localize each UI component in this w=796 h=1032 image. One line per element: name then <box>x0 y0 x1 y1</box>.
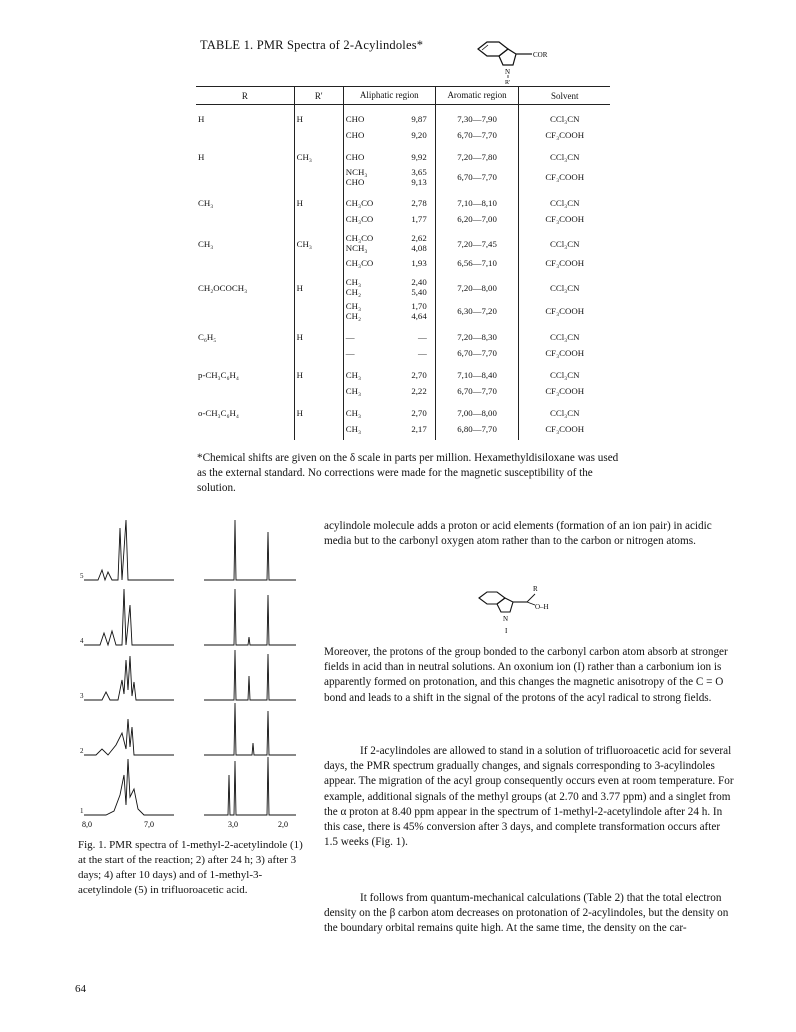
cell-aromatic: 6,56—7,10 <box>435 255 519 271</box>
table-row <box>196 323 610 345</box>
cell-aliphatic-group <box>343 165 401 189</box>
cell-solvent: CCl₃CN <box>519 271 610 299</box>
table-row <box>196 421 610 440</box>
cell-r <box>196 383 294 399</box>
table-row <box>196 143 610 165</box>
aliphatic-group: CH₃CO <box>345 233 374 243</box>
cell-r: H <box>198 152 205 162</box>
oxonium-ion-structure <box>475 580 565 638</box>
axis-tick-label: 8,0 <box>82 820 92 829</box>
cell-solvent: CF₃COOH <box>519 255 610 271</box>
aliphatic-shift: 5,40 <box>411 287 427 297</box>
table-row <box>196 345 610 361</box>
cell-aliphatic-group <box>343 271 401 299</box>
cell-r-prime: H <box>294 105 343 128</box>
pmr-spectra-figure <box>78 515 300 833</box>
table-title: TABLE 1. PMR Spectra of 2-Acylindoles* <box>200 38 424 52</box>
cell-r-prime: H <box>294 361 343 383</box>
cell-aromatic: 6,20—7,00 <box>435 211 519 227</box>
cell-r-prime <box>294 127 343 143</box>
trace-label: 1 <box>80 807 84 815</box>
cell-solvent: CF₃COOH <box>519 345 610 361</box>
table-row <box>196 189 610 211</box>
table-row <box>196 399 610 421</box>
aliphatic-group: CH₃ <box>345 277 362 287</box>
cell-aliphatic-shift <box>401 165 435 189</box>
structure-n-label: N <box>505 68 511 76</box>
cell-r-prime: H <box>294 189 343 211</box>
cell-aliphatic-shift <box>401 323 435 345</box>
aliphatic-group: CH₃CO <box>345 214 374 224</box>
aliphatic-group: — <box>345 332 355 342</box>
cell-r-prime <box>294 255 343 271</box>
cell-aliphatic-group <box>343 127 401 143</box>
table-footnote: *Chemical shifts are given on the δ scale in parts per million. Hexamethyldisiloxane was used as the external standard. No corrections were made for the magnetic susceptibility of the solution. <box>197 452 619 494</box>
structure-cor-label: COR <box>533 51 548 59</box>
cell-aliphatic-group <box>343 421 401 440</box>
axis-tick-label: 2,0 <box>278 820 288 829</box>
table-header-row <box>196 87 610 105</box>
aliphatic-group: CHO <box>345 114 365 124</box>
table-row <box>196 227 610 255</box>
cell-aromatic: 7,20—8,30 <box>435 323 519 345</box>
cell-r-prime: H <box>294 399 343 421</box>
cell-aliphatic-group <box>343 211 401 227</box>
spectrum-trace <box>84 759 174 815</box>
aliphatic-shift: 2,70 <box>411 370 427 380</box>
paragraph-quantum: It follows from quantum-mechanical calculations (Table 2) that the total electron density on the β carbon atom decreases on protonation of 2-acylindoles, but the density on the boundary orbital remains quite high. At the same time, the density on the car- <box>324 892 729 935</box>
acylindole-structure <box>470 27 580 85</box>
cell-r-prime <box>294 165 343 189</box>
ion-oh-label: O–H <box>535 603 549 611</box>
table-row <box>196 299 610 323</box>
spectrum-trace <box>204 703 296 755</box>
cell-aliphatic-shift <box>401 271 435 299</box>
aliphatic-shift: 9,13 <box>411 177 427 187</box>
cell-aromatic: 6,70—7,70 <box>435 165 519 189</box>
table-row <box>196 165 610 189</box>
structure-r-label: R' <box>505 80 511 85</box>
cell-aliphatic-group <box>343 383 401 399</box>
aliphatic-group: NCH₃ <box>345 167 368 177</box>
cell-aliphatic-group <box>343 323 401 345</box>
cell-r: CH₂OCOCH₃ <box>198 283 248 293</box>
spectrum-trace <box>84 656 174 700</box>
figure-caption: Fig. 1. PMR spectra of 1-methyl-2-acetylindole (1) at the start of the reaction; 2) after 24 h; 3) after 3 days; 4) after 10 days) and of 1-methyl-3-acetylindole (5) in trifluoroacetic acid. <box>78 839 303 896</box>
cell-aliphatic-shift <box>401 127 435 143</box>
table-row <box>196 211 610 227</box>
cell-solvent: CCl₃CN <box>519 399 610 421</box>
cell-r: H <box>198 114 205 124</box>
cell-aliphatic-group <box>343 143 401 165</box>
aliphatic-shift: 9,87 <box>411 114 427 124</box>
cell-r <box>196 255 294 271</box>
paragraph-migration: If 2-acylindoles are allowed to stand in a solution of trifluoroacetic acid for several days, the PMR spectrum gradually changes, and signals corresponding to 3-acylindoles appear. The migration of the acyl group consequently occurs even at room temperature. For example, additional signals of the methyl groups (at 2.70 and 3.77 ppm) and a singlet from the α proton at 8.40 ppm appear in the spectrum of 1-methyl-2-acetylindole after 24 h. In this case, there is 45% conversion after 3 days, and complete transformation occurs after 1.5 weeks (Fig. 1). <box>324 745 734 849</box>
cell-solvent: CF₃COOH <box>519 383 610 399</box>
aliphatic-group: CH₂ <box>345 311 362 321</box>
aliphatic-shift: 2,40 <box>411 277 427 287</box>
cell-aliphatic-shift <box>401 399 435 421</box>
cell-aromatic: 6,30—7,20 <box>435 299 519 323</box>
aliphatic-shift: 2,62 <box>411 233 427 243</box>
aliphatic-shift: 1,70 <box>411 301 427 311</box>
page-number: 64 <box>75 983 86 995</box>
cell-r <box>196 211 294 227</box>
ion-roman-label: I <box>505 627 508 635</box>
cell-r <box>196 165 294 189</box>
aliphatic-shift: — <box>417 332 427 342</box>
cell-aliphatic-group <box>343 105 401 128</box>
header-aliphatic: Aliphatic region <box>343 87 435 105</box>
spectrum-trace <box>84 520 174 580</box>
cell-r-prime <box>294 383 343 399</box>
cell-aromatic: 7,30—7,90 <box>435 105 519 128</box>
spectrum-trace <box>84 719 174 755</box>
trace-label: 4 <box>80 637 84 645</box>
aliphatic-shift: 4,64 <box>411 311 427 321</box>
cell-solvent: CF₃COOH <box>519 127 610 143</box>
aliphatic-shift: 2,22 <box>411 386 427 396</box>
cell-aliphatic-group <box>343 255 401 271</box>
cell-r <box>196 299 294 323</box>
cell-solvent: CF₃COOH <box>519 211 610 227</box>
aliphatic-group: CH₂ <box>345 287 362 297</box>
table-row <box>196 271 610 299</box>
spectrum-trace <box>204 757 296 815</box>
cell-r <box>196 345 294 361</box>
aliphatic-group: CH₃CO <box>345 258 374 268</box>
cell-aliphatic-shift <box>401 211 435 227</box>
cell-r-prime: CH₃ <box>294 143 343 165</box>
table-body <box>196 105 610 441</box>
table-row <box>196 383 610 399</box>
cell-aliphatic-group <box>343 227 401 255</box>
header-solvent: Solvent <box>519 87 610 105</box>
cell-solvent: CCl₃CN <box>519 323 610 345</box>
aliphatic-shift: 4,08 <box>411 243 427 253</box>
cell-r: CH₃ <box>198 198 214 208</box>
spectrum-trace <box>84 589 174 645</box>
cell-aromatic: 6,70—7,70 <box>435 383 519 399</box>
cell-solvent: CCl₃CN <box>519 361 610 383</box>
cell-r: C₆H₅ <box>198 332 217 342</box>
trace-label: 5 <box>80 572 84 580</box>
cell-r-prime <box>294 345 343 361</box>
header-r-prime: R' <box>294 87 343 105</box>
cell-r: CH₃ <box>198 239 214 249</box>
cell-aliphatic-group <box>343 345 401 361</box>
cell-aliphatic-shift <box>401 143 435 165</box>
cell-aliphatic-group <box>343 189 401 211</box>
trace-label: 2 <box>80 747 84 755</box>
aliphatic-shift: 1,93 <box>411 258 427 268</box>
cell-aromatic: 7,20—7,45 <box>435 227 519 255</box>
cell-aliphatic-group <box>343 361 401 383</box>
aliphatic-group: CHO <box>345 130 365 140</box>
table-row <box>196 255 610 271</box>
cell-r-prime: CH₃ <box>294 227 343 255</box>
ion-n-label: N <box>503 615 509 623</box>
cell-aliphatic-shift <box>401 105 435 128</box>
table-row <box>196 361 610 383</box>
aliphatic-shift: 2,70 <box>411 408 427 418</box>
cell-aliphatic-shift <box>401 345 435 361</box>
cell-aliphatic-group <box>343 399 401 421</box>
aliphatic-shift: — <box>417 348 427 358</box>
cell-r <box>196 421 294 440</box>
aliphatic-group: CH₃CO <box>345 198 374 208</box>
cell-solvent: CCl₃CN <box>519 143 610 165</box>
spectrum-trace <box>204 520 296 580</box>
aliphatic-shift: 2,78 <box>411 198 427 208</box>
pmr-table <box>196 86 610 440</box>
paragraph-oxonium: Moreover, the protons of the group bonded to the carbonyl carbon atom absorb at stronger fields in acid than in neutral solutions. An oxonium ion (I) rather than a carbonium ion is apparently formed on protonation, and this changes the magnetic anisotropy of the C = O bond and leads to a shift in the signal of the protons of the acyl radical to strong fields. <box>324 646 728 704</box>
header-aromatic: Aromatic region <box>435 87 519 105</box>
cell-solvent: CF₃COOH <box>519 299 610 323</box>
ion-r-label: R <box>533 585 538 593</box>
aliphatic-group: CH₃ <box>345 301 362 311</box>
axis-tick-label: 7,0 <box>144 820 154 829</box>
cell-aromatic: 7,10—8,10 <box>435 189 519 211</box>
aliphatic-group: — <box>345 348 355 358</box>
aliphatic-shift: 1,77 <box>411 214 427 224</box>
cell-aromatic: 7,00—8,00 <box>435 399 519 421</box>
aliphatic-group: CH₃ <box>345 386 362 396</box>
aliphatic-group: CH₃ <box>345 424 362 434</box>
cell-solvent: CCl₃CN <box>519 227 610 255</box>
aliphatic-shift: 3,65 <box>411 167 427 177</box>
cell-aliphatic-shift <box>401 227 435 255</box>
cell-aliphatic-shift <box>401 361 435 383</box>
cell-r-prime <box>294 211 343 227</box>
spectrum-trace <box>204 650 296 700</box>
cell-aliphatic-shift <box>401 255 435 271</box>
cell-aromatic: 7,20—8,00 <box>435 271 519 299</box>
cell-aliphatic-group <box>343 299 401 323</box>
table-row <box>196 127 610 143</box>
cell-r-prime <box>294 299 343 323</box>
cell-solvent: CF₃COOH <box>519 421 610 440</box>
aliphatic-group: CH₃ <box>345 370 362 380</box>
header-r: R <box>196 87 294 105</box>
cell-r-prime: H <box>294 271 343 299</box>
cell-aliphatic-shift <box>401 383 435 399</box>
cell-aromatic: 7,10—8,40 <box>435 361 519 383</box>
axis-tick-label: 3,0 <box>228 820 238 829</box>
cell-r-prime: H <box>294 323 343 345</box>
table-row <box>196 105 610 128</box>
aliphatic-group: CHO <box>345 177 365 187</box>
cell-aromatic: 7,20—7,80 <box>435 143 519 165</box>
cell-aliphatic-shift <box>401 299 435 323</box>
spectrum-trace <box>204 589 296 645</box>
aliphatic-group: NCH₃ <box>345 243 368 253</box>
cell-solvent: CCl₃CN <box>519 105 610 128</box>
cell-solvent: CCl₃CN <box>519 189 610 211</box>
cell-aliphatic-shift <box>401 421 435 440</box>
cell-solvent: CF₃COOH <box>519 165 610 189</box>
cell-aromatic: 6,70—7,70 <box>435 127 519 143</box>
paragraph-ion-pair: acylindole molecule adds a proton or acid elements (formation of an ion pair) in acidic media but to the carbonyl oxygen atom rather than to the carbon or nitrogen atoms. <box>324 520 712 548</box>
cell-r: o-CH₃C₆H₄ <box>198 408 239 418</box>
aliphatic-shift: 2,17 <box>411 424 427 434</box>
cell-r: p-CH₃C₆H₄ <box>198 370 239 380</box>
aliphatic-shift: 9,20 <box>411 130 427 140</box>
cell-r-prime <box>294 421 343 440</box>
aliphatic-shift: 9,92 <box>411 152 427 162</box>
aliphatic-group: CH₃ <box>345 408 362 418</box>
trace-label: 3 <box>80 692 84 700</box>
cell-aromatic: 6,80—7,70 <box>435 421 519 440</box>
cell-r <box>196 127 294 143</box>
cell-aliphatic-shift <box>401 189 435 211</box>
cell-aromatic: 6,70—7,70 <box>435 345 519 361</box>
aliphatic-group: CHO <box>345 152 365 162</box>
